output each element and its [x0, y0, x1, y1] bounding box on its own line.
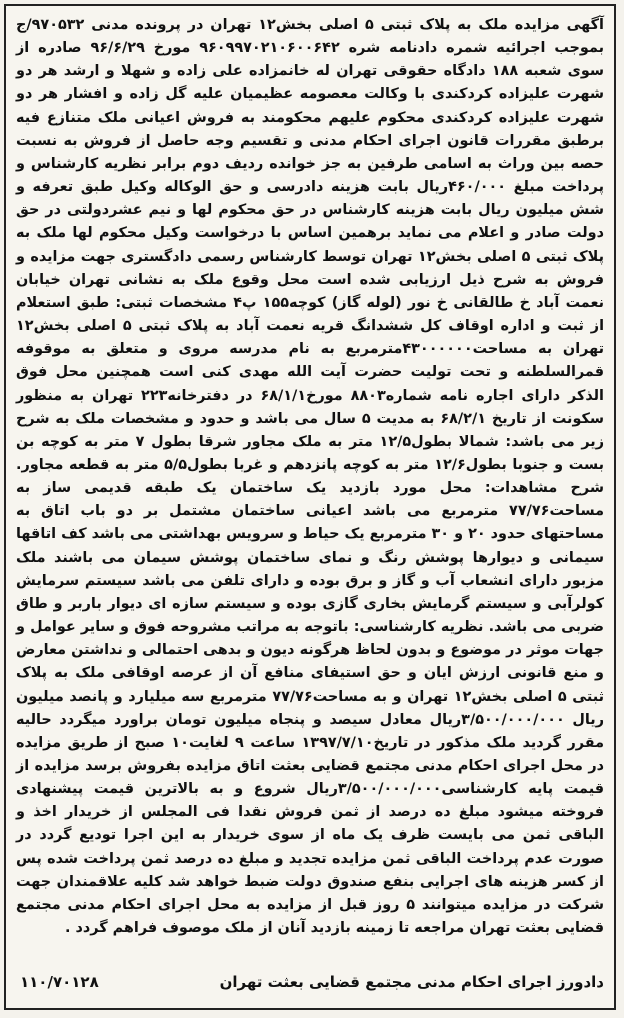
notice-footer	[16, 973, 604, 997]
reference-number: ۱۱۰/۷۰۱۲۸	[20, 973, 99, 991]
auction-notice	[4, 4, 616, 1010]
issuer-signature: دادورز اجرای احکام مدنی مجتمع قضایی بعثت تهران	[219, 973, 604, 991]
notice-body-text: آگهی مزایده ملک به پلاک ثبتی ۵ اصلی بخش۱۲ تهران در پرونده مدنی ۹۷۰۵۳۲/ج بموجب اجرائیه شمره دادنامه شره ۹۶۰۹۹۷۰۲۱۰۶۰۰۶۴۲ مورخ ۹۶/۶/۲۹ صادره از سوی شعبه ۱۸۸ دادگاه حقوقی تهران له خانمزاده علی زاده و شهلا و ارشد هر دو شهرت علیزاده کردکندی با وکالت معصومه عظیمیان علیه گل زاده و افشار هر دو شهرت علیزاده کردکندی محکوم علیهم محکومند به فروش اعیانی ملک متنازع فیه برطبق مقررات قانون اجرای احکام مدنی و تقسیم وجه حاصل از فروش به نسبت حصه بین وراث به اسامی طرفین به جز خوانده ردیف دوم برابر نظریه کارشناس و پرداخت مبلغ ۴۶۰/۰۰۰ریال بابت هزینه دادرسی و حق الوکاله وکیل طبق تعرفه و شش میلیون ریال بابت هزینه کارشناس در حق محکوم لها و نیم عشردولتی در حق دولت صادر و اعلام می نماید برهمین اساس با درخواست وکیل محکوم لها ملک به پلاک ثبتی ۵ اصلی بخش۱۲ تهران توسط کارشناس رسمی دادگستری جهت مزایده و فروش به شرح ذیل ارزیابی شده است محل وقوع ملک به نشانی تهران خیابان نعمت آباد خ طالقانی خ نور (لوله گاز) کوچه۱۵۵ پ۴ مشخصات ثبتی: طبق استعلام از ثبت و اداره اوقاف کل ششدانگ قریه نعمت آباد به پلاک ثبتی ۵ اصلی بخش۱۲ تهران به مساحت۴۳۰۰۰۰۰۰مترمربع به نام مدرسه مروی و متعلق به موقوفه قمرالسلطنه و تحت تولیت حضرت آیت الله مهدی کنی است همچنین محل فوق الذکر دارای اجاره نامه شماره۸۸۰۳ مورخ۶۸/۱/۱ در دفترخانه۲۲۳ تهران به منظور سکونت از تاریخ ۶۸/۲/۱ به مدیت ۵ سال می باشد و حدود و مشخصات ملک به شرح زیر می باشد: شمالا بطول۱۲/۵ متر به ملک مجاور شرقا بطول ۷ متر به کوچه بن بست و جنوبا بطول۱۲/۶ متر به کوچه پانزدهم و غربا بطول۵/۵ متر به قطعه مجاور. شرح مشاهدات: محل مورد بازدید یک ساختمان یک طبقه قدیمی ساز به مساحت۷۷/۷۶ مترمربع می باشد اعیانی ساختمان مشتمل بر دو باب اتاق به مساحتهای حدود ۲۰ و ۳۰ مترمربع یک حیاط و سرویس بهداشتی می باشد کف اتاقها سیمانی و دیوارها پوشش رنگ و نمای ساختمان پوشش سیمان می باشند ملک مزبور دارای انشعاب آب و گاز و برق بوده و دارای تلفن می باشد سیستم سرمایش کولرآبی و سیستم گرمایش بخاری گازی بوده و سیستم سازه ای دیوار باربر و طاق ضربی می باشد. نظریه کارشناسی: باتوجه به مراتب مشروحه فوق و سایر عوامل و جهات موثر در موضوع و بدون لحاظ هرگونه دیون و بدهی احتمالی و نداشتن معارض و منع قانونی ارزش ایان و حق استیفای منافع آن از عرصه اوقافی ملک به پلاک ثبتی ۵ اصلی بخش۱۲ تهران و به مساحت۷۷/۷۶ مترمربع سه میلیارد و پانصد میلیون ریال ۳/۵۰۰/۰۰۰/۰۰۰ریال معادل سیصد و پنجاه میلیون تومان براورد میگردد حالیه مقرر گردید ملک مذکور در تاریخ۱۳۹۷/۷/۱۰ ساعت ۹ لغایت۱۰ صبح از طریق مزایده در محل اجرای احکام مدنی مجتمع قضایی بعثت اتاق مزایده بفروش برسد مزایده از قیمت پایه کارشناسی۳/۵۰۰/۰۰۰/۰۰۰ریال شروع و به بالاترین قیمت پیشنهادی فروخته میشود مبلغ ده درصد از ثمن فروش نقدا فی المجلس از خریدار اخذ و الباقی ثمن می بایست ظرف یک ماه از سوی خریدار به این اجرا تودیع گردد در صورت عدم پرداخت الباقی ثمن مزایده تجدید و مبلغ ده درصد ثمن پرداخت شده پس از کسر هزینه های اجرایی بنفع صندوق دولت ضبط خواهد شد کلیه علاقمندان جهت شرکت در مزایده میتوانند ۵ روز قبل از مزایده به محل اجرای احکام مدنی مجتمع قضایی بعثت تهران مراجعه تا زمینه بازدید آنان از ملک موصوف فراهم گردد .	[16, 17, 605, 937]
